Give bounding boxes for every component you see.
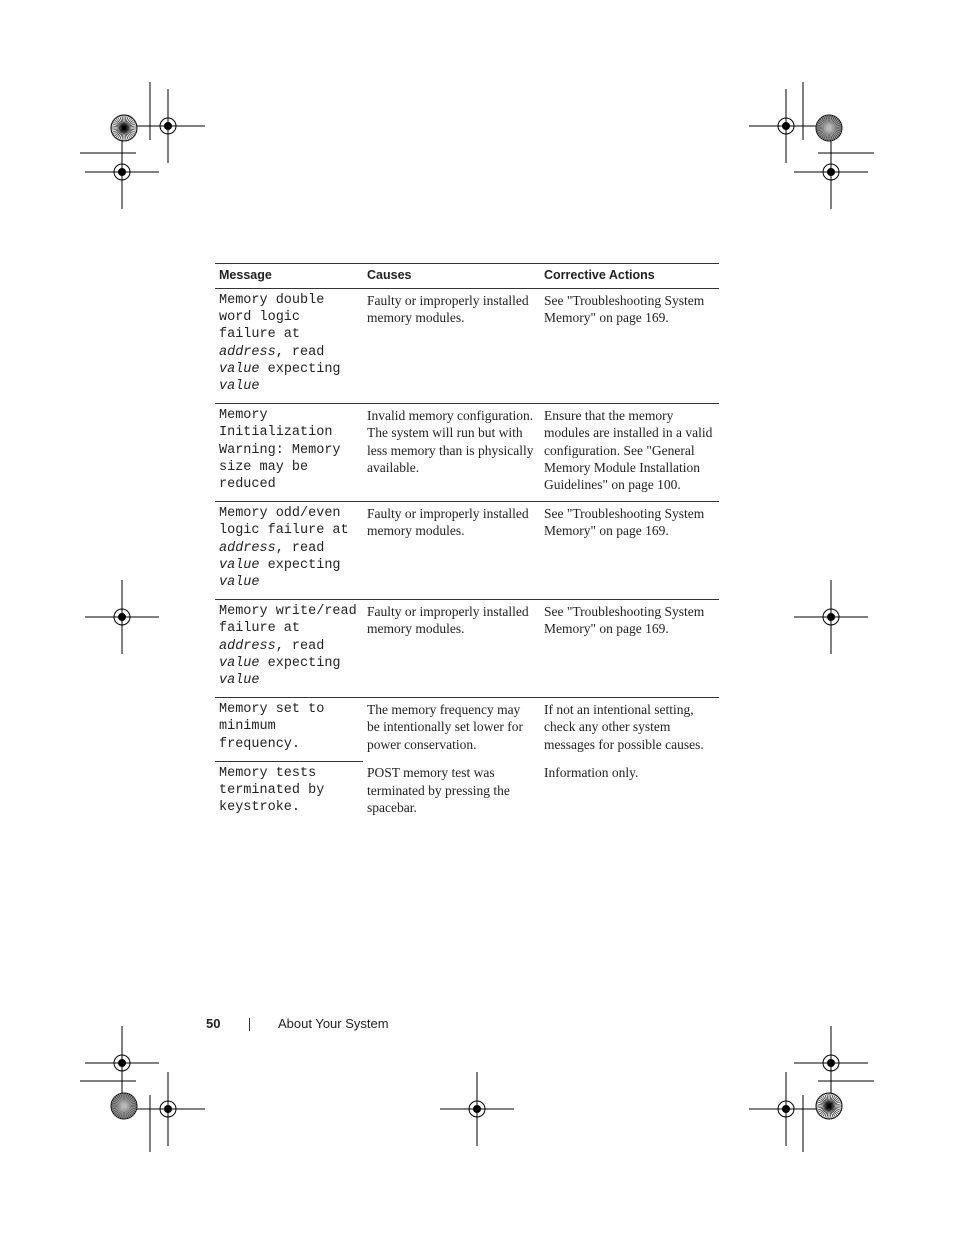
message-text: , read: [275, 540, 325, 556]
cause-cell: POST memory test was terminated by pressing the spacebar.: [367, 765, 510, 815]
message-text: Memory tests terminated by keystroke.: [219, 765, 325, 816]
message-text: expecting: [259, 655, 341, 671]
table-row: [215, 698, 719, 762]
message-cell: [215, 289, 363, 404]
registration-mark: [783, 123, 790, 130]
cause-cell: Faulty or improperly installed memory modules.: [363, 289, 540, 404]
message-cell: [215, 761, 363, 824]
action-cell: See "Troubleshooting System Memory" on page 169.: [540, 600, 719, 698]
footer-separator: [249, 1018, 250, 1031]
registration-mark: [828, 1060, 835, 1067]
action-cell: If not an intentional setting, check any other system messages for possible causes.: [544, 702, 704, 752]
registration-mark: [165, 1106, 172, 1113]
message-text: Memory Initialization Warning: Memory size may be reduced: [219, 408, 341, 493]
message-text: Memory double word logic failure at: [219, 293, 325, 343]
message-text: Memory set to minimum frequency.: [219, 702, 325, 752]
action-cell: Information only.: [544, 765, 639, 781]
section-title: About Your System: [278, 1016, 389, 1031]
registration-mark: [828, 614, 835, 621]
error-message-table: [215, 263, 719, 824]
placeholder-text: value: [219, 575, 260, 591]
cause-cell: Invalid memory configuration. The system will run but with less memory than is physically available.: [363, 404, 540, 502]
registration-mark: [474, 1106, 481, 1113]
placeholder-text: address: [219, 638, 276, 654]
message-text: Memory odd/even logic failure at: [219, 506, 349, 539]
registration-mark: [783, 1106, 790, 1113]
table-row: [215, 600, 719, 698]
cause-cell: The memory frequency may be intentionally set lower for power conservation.: [367, 702, 523, 752]
table-row: [215, 761, 719, 824]
registration-mark: [119, 169, 126, 176]
action-cell: See "Troubleshooting System Memory" on page 169.: [540, 289, 719, 404]
placeholder-text: address: [219, 540, 276, 556]
cause-cell: Faulty or improperly installed memory modules.: [363, 502, 540, 600]
table-row: [215, 502, 719, 600]
table-row: [215, 404, 719, 502]
message-text: , read: [275, 344, 325, 360]
action-cell: See "Troubleshooting System Memory" on page 169.: [540, 502, 719, 600]
message-text: expecting: [259, 361, 341, 377]
registration-mark: [119, 1060, 126, 1067]
registration-mark: [119, 614, 126, 621]
message-text: Memory write/read failure at: [219, 604, 357, 637]
header-causes: Causes: [363, 264, 540, 289]
message-cell: [215, 502, 363, 600]
message-cell: [215, 404, 363, 502]
cause-cell: Faulty or improperly installed memory modules.: [363, 600, 540, 698]
page-number: 50: [206, 1016, 221, 1031]
message-cell: [215, 698, 363, 762]
action-cell: Ensure that the memory modules are installed in a valid configuration. See "General Memory Module Installation Guidelines" on page 100.: [540, 404, 719, 502]
placeholder-text: value: [219, 655, 260, 671]
registration-mark: [828, 169, 835, 176]
placeholder-text: value: [219, 557, 260, 573]
placeholder-text: address: [219, 344, 276, 360]
placeholder-text: value: [219, 673, 260, 689]
registration-mark: [165, 123, 172, 130]
table-header-row: [215, 264, 719, 289]
message-text: , read: [275, 638, 325, 654]
header-corrective-actions: Corrective Actions: [540, 264, 719, 289]
placeholder-text: value: [219, 379, 260, 395]
message-text: expecting: [259, 557, 341, 573]
header-message: Message: [215, 264, 363, 289]
message-cell: [215, 600, 363, 698]
table-row: [215, 289, 719, 404]
placeholder-text: value: [219, 361, 260, 377]
